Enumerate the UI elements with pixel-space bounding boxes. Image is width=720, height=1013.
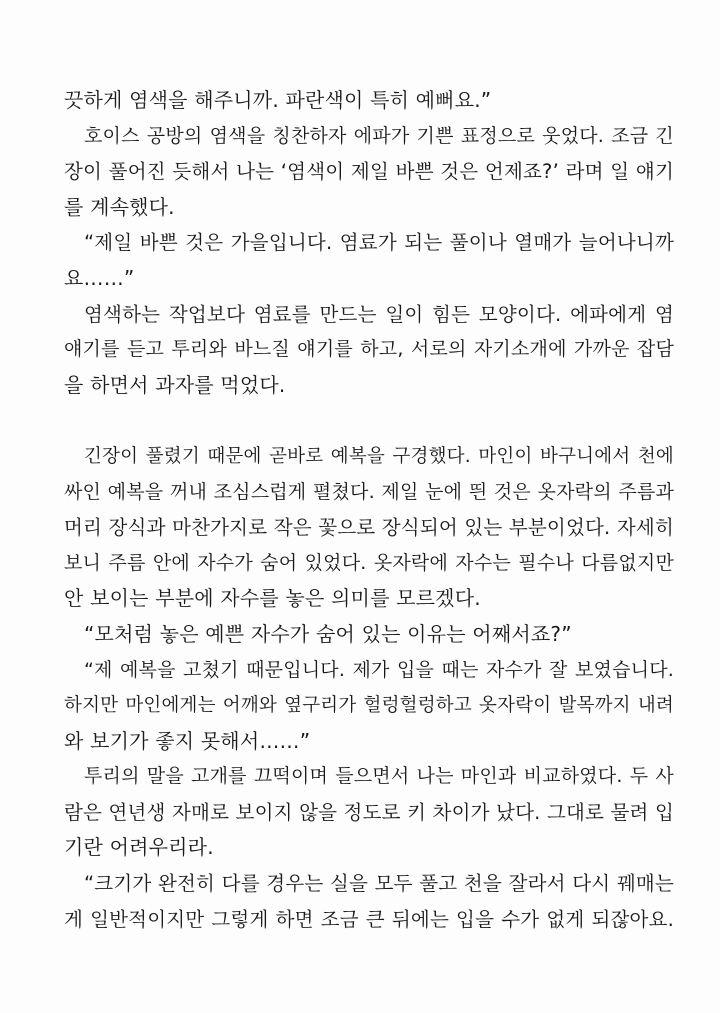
text-line: 와 보기가 좋지 못해서……” [64,728,311,753]
text-line: 염색하는 작업보다 염료를 만드는 일이 힘든 모양이다. 에파에게 염 [84,302,674,326]
text-line: 게 일반적이지만 그렇게 하면 조금 큰 뒤에는 입을 수가 없게 되잖아요. [64,907,674,931]
text-line: 람은 연년생 자매로 보이지 않을 정도로 키 차이가 났다. 그대로 물려 입 [64,800,674,824]
text-line: 안 보이는 부분에 자수를 놓은 의미를 모르겠다. [64,586,481,611]
text-line: 장이 풀어진 듯해서 나는 ‘염색이 제일 바쁜 것은 언제죠?’ 라며 일 얘기 [64,160,674,184]
text-line: 하지만 마인에게는 어깨와 옆구리가 헐렁헐렁하고 옷자락이 발목까지 내려 [64,695,674,717]
text-line: “제 예복을 고쳤기 때문입니다. 제가 입을 때는 자수가 잘 보였습니다. [84,658,674,681]
text-line: 호이스 공방의 염색을 칭찬하자 에파가 기쁜 표정으로 웃었다. 조금 긴 [84,124,674,147]
body-text [64,83,674,937]
text-line: 을 하면서 과자를 먹었다. [64,372,286,397]
text-line: 기란 어려우리라. [64,835,214,860]
text-line: 투리의 말을 고개를 끄떡이며 들으면서 나는 마인과 비교하였다. 두 사 [84,765,674,788]
text-line: 긴장이 풀렸기 때문에 곧바로 예복을 구경했다. 마인이 바구니에서 천에 [84,445,674,467]
text-line: 싸인 예복을 꺼내 조심스럽게 펼쳤다. 제일 눈에 띈 것은 옷자락의 주름과 [64,480,674,503]
text-line: 머리 장식과 마찬가지로 작은 꽃으로 장식되어 있는 부분이었다. 자세히 [64,516,674,540]
text-line: 를 계속했다. [64,194,175,219]
text-line: “크기가 완전히 다를 경우는 실을 모두 풀고 천을 잘라서 다시 꿰매는 [84,872,674,896]
text-line: “모처럼 놓은 예쁜 자수가 숨어 있는 이유는 어째서죠?” [84,621,572,646]
text-line: 요……” [64,265,135,290]
text-line: 얘기를 듣고 투리와 바느질 얘기를 하고, 서로의 자기소개에 가까운 잡담 [64,338,674,361]
text-line: 보니 주름 안에 자수가 숨어 있었다. 옷자락에 자수는 필수나 다름없지만 [64,551,674,574]
text-line: 끗하게 염색을 해주니까. 파란색이 특히 예뻐요.” [64,88,492,112]
text-line: “제일 바쁜 것은 가을입니다. 염료가 되는 풀이나 열매가 늘어나니까 [84,231,674,255]
paragraph-gap [64,403,674,439]
